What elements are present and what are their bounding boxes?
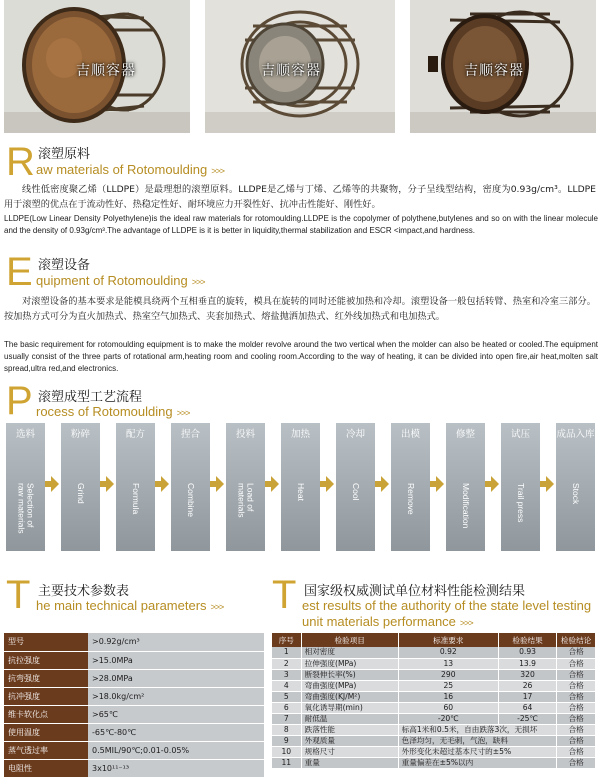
param-value: >18.0kg/cm² — [88, 687, 264, 705]
arrow-right-icon — [106, 476, 114, 492]
table-cell: -20℃ — [398, 713, 498, 724]
table-cell: 11 — [272, 757, 301, 768]
table-cell: 0.93 — [498, 647, 556, 658]
table-cell: 13 — [398, 658, 498, 669]
equip-paragraph-en: The basic requirement for rotomoulding equipment is to make the molder revolve around the two vertical when the molder can also be heated or cooled.The equipment usually consist of the three parts of rotational arm,heating room and cooling room.According to the way of heating, it can be divided into open fire,air heat,molten salt spread,ultra red,and electronics. — [4, 340, 598, 373]
table-cell: 7 — [272, 713, 301, 724]
process-step-en: Trail press — [516, 483, 526, 523]
process-step — [556, 423, 595, 551]
table-row — [4, 651, 264, 669]
table-cell: 17 — [498, 691, 556, 702]
process-flow — [0, 423, 600, 551]
tech-title-en-text: he main technical parameters — [36, 598, 207, 613]
process-step-en: Formula — [131, 483, 141, 515]
table-cell: 5 — [272, 691, 301, 702]
tech-parameters-table — [4, 633, 264, 778]
process-title-cn: 滚塑成型工艺流程 — [38, 390, 143, 405]
param-value: >15.0MPa — [88, 651, 264, 669]
arrow-right-icon — [436, 476, 444, 492]
process-step — [6, 423, 45, 551]
test-results-table — [272, 633, 596, 769]
column-header: 检验项目 — [301, 633, 398, 647]
table-row — [272, 669, 596, 680]
table-row — [4, 759, 264, 777]
column-header: 标准要求 — [398, 633, 498, 647]
table-cell: 相对密度 — [301, 647, 398, 658]
arrow-right-icon — [161, 476, 169, 492]
raw-paragraph-en: LLDPE(Low Linear Density Polyethylene)is the ideal raw materials for rotomoulding.LLDPE is the copolymer of polythene,butylenes and so on with the linear molecule and the density of 0.93g/cm³.The advantage of LLDPE is it is better in liquidity,thermal stabilization and ESCR <impact,and hardness. — [4, 214, 598, 235]
process-step-en-wrap — [556, 483, 595, 549]
table-cell: 1 — [272, 647, 301, 658]
table-row — [272, 658, 596, 669]
process-step — [281, 423, 320, 551]
table-row — [272, 735, 596, 746]
brand-watermark: 吉顺容器 — [464, 63, 524, 79]
column-header: 检验结论 — [557, 633, 596, 647]
arrow-right-icon — [381, 476, 389, 492]
process-step-en-wrap — [6, 483, 45, 549]
param-value: 0.5MIL/90℃;0.01-0.05% — [88, 741, 264, 759]
process-step-cn: 出模 — [400, 429, 420, 440]
chevrons-icon: >>> — [210, 602, 224, 612]
param-name: 维卡软化点 — [4, 705, 88, 723]
process-title-en-text: rocess of Rotomoulding — [36, 404, 173, 419]
process-step-en-wrap — [171, 483, 210, 549]
process-step-en: Load of materials — [236, 483, 256, 518]
table-row — [4, 705, 264, 723]
table-cell: 合格 — [557, 658, 596, 669]
product-photo-3 — [410, 0, 596, 133]
table-cell: 10 — [272, 746, 301, 757]
process-step-cn: 试压 — [510, 429, 530, 440]
table-cell: 合格 — [557, 691, 596, 702]
process-step-en-wrap — [501, 483, 540, 549]
product-photo-1 — [4, 0, 190, 133]
test-title-cn: 国家级权威测试单位材料性能检测结果 — [304, 584, 526, 599]
process-step-en-wrap — [281, 483, 320, 549]
chevrons-icon: >>> — [211, 166, 225, 176]
table-row — [272, 724, 596, 735]
table-row — [272, 691, 596, 702]
param-name: 抗拉强度 — [4, 651, 88, 669]
tech-title-en — [36, 598, 223, 613]
product-photo-2 — [205, 0, 395, 133]
process-step-cn: 修整 — [455, 429, 475, 440]
table-cell: 氧化诱导期(min) — [301, 702, 398, 713]
process-step — [336, 423, 375, 551]
equip-title-cn: 滚塑设备 — [38, 258, 91, 273]
param-value: -65℃-80℃ — [88, 723, 264, 741]
table-cell: 64 — [498, 702, 556, 713]
table-cell: 0.92 — [398, 647, 498, 658]
process-step — [391, 423, 430, 551]
table-cell: 合格 — [557, 757, 596, 768]
process-step-cn: 选料 — [15, 429, 35, 440]
param-name: 蒸气透过率 — [4, 741, 88, 759]
table-row — [272, 702, 596, 713]
process-step — [446, 423, 485, 551]
table-cell: 拉伸强度(MPa) — [301, 658, 398, 669]
table-cell: 合格 — [557, 746, 596, 757]
table-cell: 外观质量 — [301, 735, 398, 746]
column-header: 序号 — [272, 633, 301, 647]
process-step-cn: 投料 — [235, 429, 255, 440]
param-name: 抗弯强度 — [4, 669, 88, 687]
section-letter-t: T — [272, 573, 297, 617]
table-cell: 320 — [498, 669, 556, 680]
raw-title-en-text: aw materials of Rotomoulding — [36, 162, 208, 177]
table-row — [272, 680, 596, 691]
equip-title-en-text: quipment of Rotomoulding — [36, 273, 188, 288]
process-step-en: Selection of raw materials — [16, 483, 36, 534]
process-step-cn: 配方 — [125, 429, 145, 440]
table-cell: 重量 — [301, 757, 398, 768]
section-letter-r: R — [6, 140, 35, 184]
table-cell: 26 — [498, 680, 556, 691]
section-letter-t: T — [6, 573, 31, 617]
table-row — [4, 687, 264, 705]
arrow-right-icon — [216, 476, 224, 492]
table-row — [272, 647, 596, 658]
table-cell: 合格 — [557, 724, 596, 735]
process-step-en: Remove — [406, 483, 416, 515]
param-value: >65℃ — [88, 705, 264, 723]
equip-title-en — [36, 273, 205, 288]
table-row — [272, 713, 596, 724]
section-letter-e: E — [6, 250, 33, 294]
process-step-cn: 捏合 — [180, 429, 200, 440]
table-cell: 重量偏差在±5%以内 — [398, 757, 557, 768]
brand-watermark: 吉顺容器 — [261, 63, 321, 79]
param-name: 抗冲强度 — [4, 687, 88, 705]
process-step-cn: 成品入库 — [556, 429, 595, 440]
table-cell: 60 — [398, 702, 498, 713]
process-step — [171, 423, 210, 551]
raw-paragraph-cn: 线性低密度聚乙烯（LLDPE）是最理想的滚塑原料。LLDPE是乙烯与丁烯、乙烯等的共聚物，分子呈线型结构，密度为0.93g/cm³。LLDPE用于滚塑的优点在于流动性好、热稳定性好、耐环境应力开裂性好、抗冲击性能好、刚性好。 — [4, 184, 596, 210]
table-row — [4, 669, 264, 687]
table-row — [4, 633, 264, 651]
chevrons-icon: >>> — [176, 408, 190, 418]
arrow-right-icon — [491, 476, 499, 492]
table-cell: 色泽均匀，无毛刺，气泡，缺料 — [398, 735, 557, 746]
param-name: 使用温度 — [4, 723, 88, 741]
process-step-en: Combine — [186, 483, 196, 518]
process-step — [226, 423, 265, 551]
test-title-en-line1: est results of the authority of the state level testing — [302, 598, 592, 613]
process-title-en — [36, 404, 189, 419]
table-cell: 规格尺寸 — [301, 746, 398, 757]
arrow-right-icon — [271, 476, 279, 492]
process-step-en-wrap — [226, 483, 265, 549]
table-row — [4, 723, 264, 741]
table-cell: 合格 — [557, 702, 596, 713]
process-step-en: Modification — [461, 483, 471, 529]
chevrons-icon: >>> — [459, 618, 473, 628]
table-cell: 合格 — [557, 680, 596, 691]
process-step-en-wrap — [336, 483, 375, 549]
param-value: 3x10¹¹⁻¹³ — [88, 759, 264, 777]
table-cell: 合格 — [557, 713, 596, 724]
arrow-right-icon — [546, 476, 554, 492]
table-cell: -25℃ — [498, 713, 556, 724]
chevrons-icon: >>> — [191, 277, 205, 287]
process-step-cn: 加热 — [290, 429, 310, 440]
column-header: 检验结果 — [498, 633, 556, 647]
process-step-en: Cool — [351, 483, 361, 501]
param-value: >0.92g/cm³ — [88, 633, 264, 651]
table-cell: 9 — [272, 735, 301, 746]
table-cell: 合格 — [557, 669, 596, 680]
process-step-en: Heat — [296, 483, 306, 501]
section-letter-p: P — [6, 379, 33, 423]
table-cell: 外形变化未超过基本尺寸的±5% — [398, 746, 557, 757]
process-step-en-wrap — [391, 483, 430, 549]
process-step — [501, 423, 540, 551]
table-cell: 290 — [398, 669, 498, 680]
table-cell: 13.9 — [498, 658, 556, 669]
table-cell: 合格 — [557, 735, 596, 746]
equip-paragraph-cn: 对滚塑设备的基本要求是能模具绕两个互相垂直的旋转，模具在旋转的同时还能被加热和冷却。滚塑设备一般包括转臂、热室和冷室三部分。按加热方式可分为直火加热式、热室空气加热式、夹套加热式、熔盐抛洒加热式、红外线加热式和电加热式。 — [4, 296, 596, 322]
table-cell: 弯曲强度(KJ/M²) — [301, 691, 398, 702]
param-value: >28.0MPa — [88, 669, 264, 687]
table-cell: 6 — [272, 702, 301, 713]
table-cell: 跌落性能 — [301, 724, 398, 735]
table-row — [272, 746, 596, 757]
process-step-en-wrap — [116, 483, 155, 549]
param-name: 电阻性 — [4, 759, 88, 777]
table-cell: 耐低温 — [301, 713, 398, 724]
table-cell: 2 — [272, 658, 301, 669]
tech-title-cn: 主要技术参数表 — [38, 584, 130, 599]
test-title-en-text: unit materials performance — [302, 614, 456, 629]
table-cell: 8 — [272, 724, 301, 735]
brand-watermark: 吉顺容器 — [76, 63, 136, 79]
table-row — [4, 741, 264, 759]
process-step-en: Grind — [76, 483, 86, 504]
table-cell: 16 — [398, 691, 498, 702]
process-step-en: Stock — [571, 483, 581, 505]
test-title-en-line2 — [302, 614, 473, 629]
table-cell: 4 — [272, 680, 301, 691]
process-step-cn: 冷却 — [345, 429, 365, 440]
process-step — [116, 423, 155, 551]
table-cell: 合格 — [557, 647, 596, 658]
process-step — [61, 423, 100, 551]
table-cell: 3 — [272, 669, 301, 680]
process-step-en-wrap — [446, 483, 485, 549]
process-step-cn: 粉碎 — [70, 429, 90, 440]
param-name: 型号 — [4, 633, 88, 651]
product-photos — [0, 0, 600, 133]
process-step-en-wrap — [61, 483, 100, 549]
arrow-right-icon — [326, 476, 334, 492]
table-cell: 断裂伸长率(%) — [301, 669, 398, 680]
table-cell: 弯曲强度(MPa) — [301, 680, 398, 691]
raw-title-cn: 滚塑原料 — [38, 147, 91, 162]
arrow-right-icon — [51, 476, 59, 492]
table-row — [272, 757, 596, 768]
table-cell: 标高1米和0.5米，自由跌落3次，无损坏 — [398, 724, 557, 735]
table-cell: 25 — [398, 680, 498, 691]
raw-title-en — [36, 162, 224, 177]
